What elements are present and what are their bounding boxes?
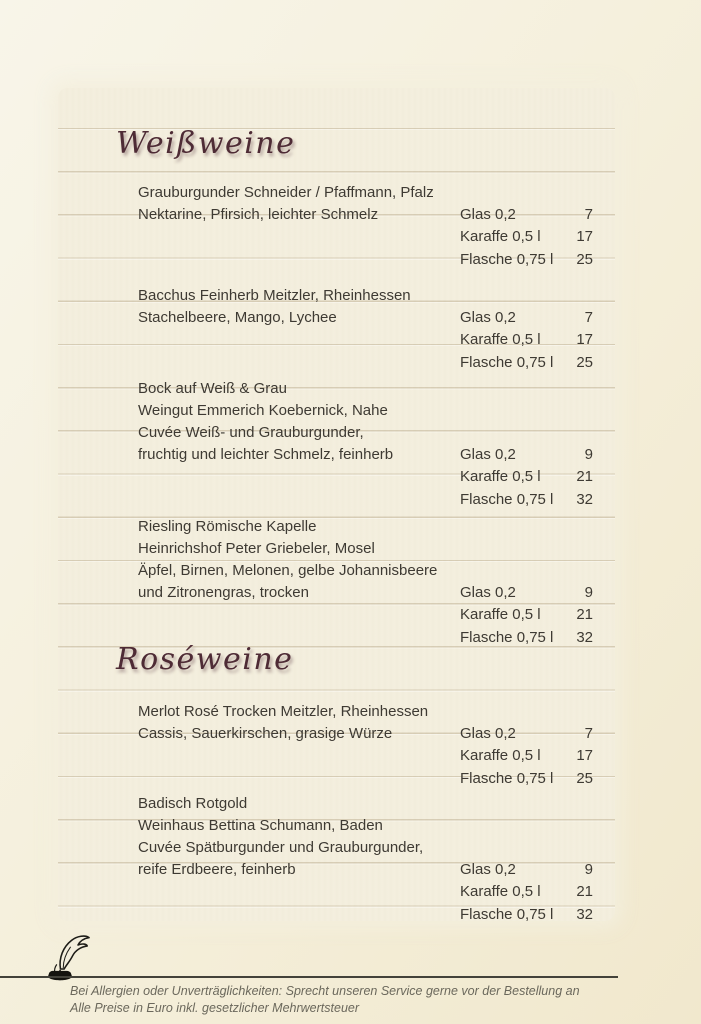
price-row bbox=[460, 904, 593, 926]
price-value: 25 bbox=[576, 353, 593, 371]
wine-desc-line: fruchtig und leichter Schmelz, feinherb bbox=[138, 446, 394, 463]
price-table bbox=[460, 723, 593, 790]
footer-divider bbox=[0, 976, 618, 978]
price-value: 7 bbox=[584, 206, 593, 223]
wine-desc-line: Cuvée Weiß- und Grauburgunder, bbox=[138, 424, 364, 441]
price-table bbox=[460, 444, 593, 511]
wine-desc-line: Stachelbeere, Mango, Lychee bbox=[138, 309, 337, 326]
price-row bbox=[460, 745, 593, 767]
section-title-roseweine: Roséweine bbox=[116, 642, 294, 677]
wine-name-line: Riesling Römische Kapelle bbox=[138, 518, 317, 535]
price-label: Flasche 0,75 l bbox=[460, 628, 554, 646]
price-label: Karaffe 0,5 l bbox=[460, 883, 541, 901]
price-label: Flasche 0,75 l bbox=[460, 490, 554, 508]
price-row bbox=[460, 489, 593, 511]
wine-name-line: Merlot Rosé Trocken Meitzler, Rheinhessen bbox=[138, 703, 429, 720]
price-value: 7 bbox=[584, 725, 593, 742]
price-value: 17 bbox=[576, 331, 593, 349]
wine-name-line: Badisch Rotgold bbox=[138, 795, 248, 812]
price-label: Glas 0,2 bbox=[460, 309, 516, 326]
wine-entry bbox=[138, 285, 593, 371]
price-label: Karaffe 0,5 l bbox=[460, 228, 541, 246]
wine-entry bbox=[138, 378, 593, 508]
price-row bbox=[460, 466, 593, 488]
price-label: Flasche 0,75 l bbox=[460, 769, 554, 787]
price-row bbox=[460, 352, 593, 374]
price-row bbox=[460, 444, 593, 466]
price-table bbox=[460, 307, 593, 374]
price-label: Karaffe 0,5 l bbox=[460, 747, 541, 765]
wine-desc-line: und Zitronengras, trocken bbox=[138, 584, 309, 601]
price-label: Flasche 0,75 l bbox=[460, 250, 554, 268]
price-label: Glas 0,2 bbox=[460, 206, 516, 223]
price-row bbox=[460, 768, 593, 790]
section-title-weissweine: Weißweine bbox=[116, 126, 296, 161]
wine-producer-line: Heinrichshof Peter Griebeler, Mosel bbox=[138, 540, 375, 557]
wine-entry bbox=[138, 793, 593, 923]
wine-desc-line: Nektarine, Pfirsich, leichter Schmelz bbox=[138, 206, 379, 223]
price-row bbox=[460, 204, 593, 226]
price-tax-notice: Alle Preise in Euro inkl. gesetzlicher Mehrwertsteuer bbox=[70, 1001, 360, 1015]
price-value: 32 bbox=[576, 628, 593, 646]
price-value: 21 bbox=[576, 606, 593, 624]
price-row bbox=[460, 582, 593, 604]
quill-inkwell-icon bbox=[38, 933, 94, 981]
price-label: Glas 0,2 bbox=[460, 446, 516, 463]
price-value: 9 bbox=[584, 584, 593, 601]
ruled-paper-panel bbox=[58, 88, 615, 921]
price-row bbox=[460, 226, 593, 248]
price-row bbox=[460, 329, 593, 351]
price-row bbox=[460, 604, 593, 626]
price-label: Glas 0,2 bbox=[460, 725, 516, 742]
price-row bbox=[460, 249, 593, 271]
price-value: 7 bbox=[584, 309, 593, 326]
price-row bbox=[460, 723, 593, 745]
price-label: Karaffe 0,5 l bbox=[460, 331, 541, 349]
wine-entry bbox=[138, 701, 593, 787]
wine-producer-line: Weinhaus Bettina Schumann, Baden bbox=[138, 817, 383, 834]
wine-producer-line: Weingut Emmerich Koebernick, Nahe bbox=[138, 402, 388, 419]
price-label: Karaffe 0,5 l bbox=[460, 606, 541, 624]
price-value: 17 bbox=[576, 747, 593, 765]
wine-entry bbox=[138, 182, 593, 268]
wine-desc-line: Cassis, Sauerkirschen, grasige Würze bbox=[138, 725, 393, 742]
wine-name-line: Grauburgunder Schneider / Pfaffmann, Pfalz bbox=[138, 184, 434, 201]
price-value: 21 bbox=[576, 883, 593, 901]
wine-name-line: Bacchus Feinherb Meitzler, Rheinhessen bbox=[138, 287, 411, 304]
price-label: Flasche 0,75 l bbox=[460, 353, 554, 371]
price-value: 32 bbox=[576, 905, 593, 923]
price-row bbox=[460, 627, 593, 649]
price-table bbox=[460, 204, 593, 271]
price-label: Karaffe 0,5 l bbox=[460, 468, 541, 486]
wine-desc-line: Cuvée Spätburgunder und Grauburgunder, bbox=[138, 839, 424, 856]
price-label: Glas 0,2 bbox=[460, 861, 516, 878]
price-value: 21 bbox=[576, 468, 593, 486]
price-label: Flasche 0,75 l bbox=[460, 905, 554, 923]
footer-notice bbox=[70, 983, 580, 1017]
wine-desc-line: reife Erdbeere, feinherb bbox=[138, 861, 296, 878]
wine-name-line: Bock auf Weiß & Grau bbox=[138, 380, 287, 397]
price-row bbox=[460, 881, 593, 903]
price-value: 32 bbox=[576, 490, 593, 508]
price-value: 9 bbox=[584, 861, 593, 878]
price-value: 9 bbox=[584, 446, 593, 463]
wine-entry bbox=[138, 516, 593, 646]
price-value: 17 bbox=[576, 228, 593, 246]
price-row bbox=[460, 307, 593, 329]
price-value: 25 bbox=[576, 250, 593, 268]
price-table bbox=[460, 859, 593, 926]
price-row bbox=[460, 859, 593, 881]
wine-desc-line: Äpfel, Birnen, Melonen, gelbe Johannisbeere bbox=[138, 562, 438, 579]
price-label: Glas 0,2 bbox=[460, 584, 516, 601]
price-table bbox=[460, 582, 593, 649]
price-value: 25 bbox=[576, 769, 593, 787]
allergy-notice: Bei Allergien oder Unverträglichkeiten: Sprecht unseren Service gerne vor der Bestellung an bbox=[70, 984, 580, 998]
